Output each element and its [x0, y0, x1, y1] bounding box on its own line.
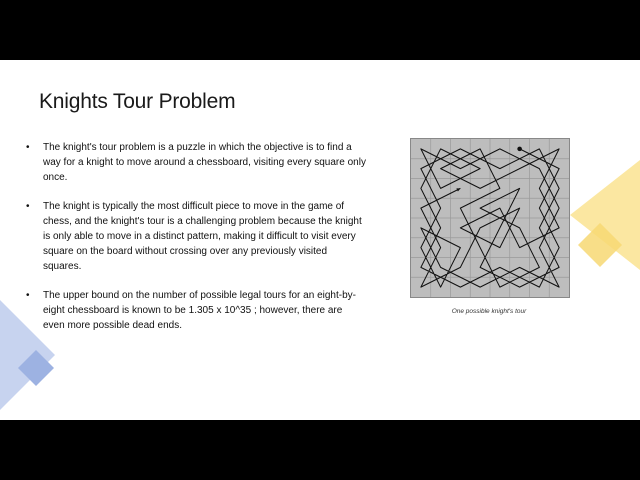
- knights-tour-board: [411, 139, 569, 297]
- bullet-list: [26, 140, 366, 347]
- decorative-yellow-diamonds: [560, 120, 640, 280]
- slide: [0, 60, 640, 420]
- bullet-item: • The knight's tour problem is a puzzle in which the objective is to find a way for a knight to move around a chessboard, visiting every square only once.: [26, 140, 366, 185]
- bullet-item: • The upper bound on the number of possible legal tours for an eight-by-eight chessboard is known to be 1.305 x 10^35 ; however, there are even more possible dead ends.: [26, 288, 366, 333]
- bullet-item: • The knight is typically the most difficult piece to move in the game of chess, and the knight's tour is a challenging problem because the knight is only able to move in a distinct pattern, making it difficult to visit every square on the board without crossing over any previously visited squares.: [26, 199, 366, 274]
- knights-tour-figure: [410, 138, 570, 298]
- slide-title: Knights Tour Problem: [39, 90, 236, 113]
- figure-caption: One possible knight's tour: [451, 308, 527, 315]
- tour-start-dot: [517, 147, 522, 152]
